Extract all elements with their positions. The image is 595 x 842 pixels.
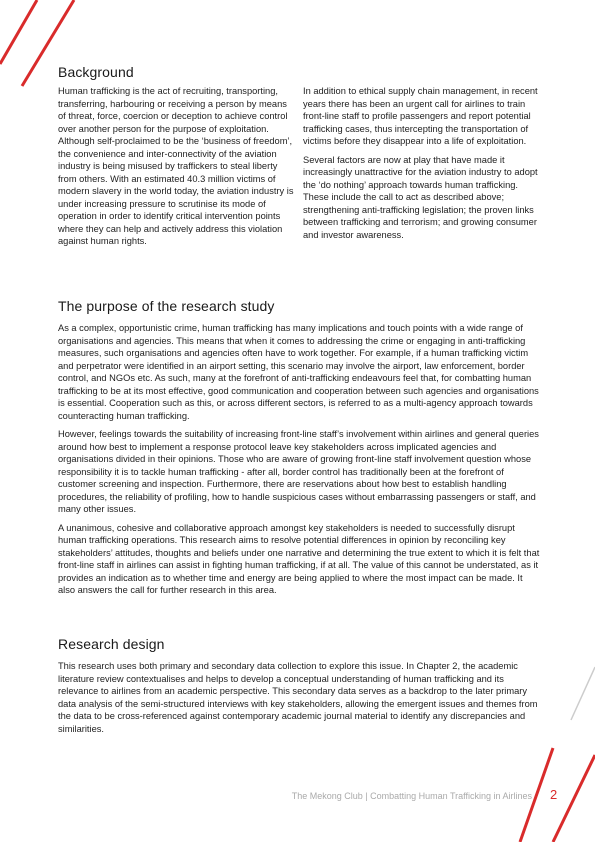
design-body: [58, 660, 541, 741]
heading-purpose: The purpose of the research study: [58, 298, 275, 314]
footer-title: The Mekong Club | Combatting Human Trafficking in Airlines: [291, 791, 532, 801]
heading-background: Background: [58, 64, 134, 80]
background-right-paragraph-2: Several factors are now at play that have made it increasingly unattractive for the aviation industry to adopt the ‘do nothing’ approach towards human trafficking. These include the call to act as described above; strengthening anti-trafficking legislation; the proven links between trafficking and terrorism; and growing consumer and investor awareness.: [303, 154, 538, 240]
background-left-paragraph-1: Human trafficking is the act of recruiting, transporting, transferring, harbouring or receiving a person by means of threat, force, coercion or deception to achieve control over another person for the purpose of exploitation. Although self-proclaimed to be the ‘business of freedom’, the convenience and inter-connectivity of the aviation industry is being misused by traffickers to steal liberty from others. With an estimated 40.3 million victims of modern slavery in the world today, the aviation industry is under increasing pressure to scrutinise its mode of operation in order to identify critical intervention points where they can help and actively address this violation against human rights.: [58, 86, 294, 246]
heading-research-design: Research design: [58, 636, 165, 652]
bottom-red-stripe-2: [553, 755, 595, 842]
top-red-stripe: [0, 0, 37, 64]
background-right-paragraph-1: In addition to ethical supply chain management, in recent years there has been an urgent call for airlines to train front-line staff to profile passengers and report potential trafficking cases, thus intercepting the transportation of victims before they disappear into a life of exploitation.: [303, 86, 538, 146]
purpose-paragraph-3: A unanimous, cohesive and collaborative approach amongst key stakeholders is needed to successfully disrupt human trafficking operations. This research aims to resolve potential differences in opinion by reconciling key stakeholders’ attitudes, thoughts and beliefs under one narrative and determining the true extent to which it is felt that front-line staff in airlines can assist in fighting human trafficking, if at all. The value of this cannot be understated, as it provides an indication as to whether time and energy are being applied to where the most impact can be made. It also answers the call for further research in this area.: [58, 522, 540, 595]
purpose-paragraph-2: However, feelings towards the suitability of increasing front-line staff’s involvement within airlines and general queries around how best to implement a response protocol leave key stakeholders across implicated agencies and organisations divided in their opinions. Those who are aware of growing front-line staff involvement question whose responsibility it is to tackle human trafficking - after all, border control has traditionally been at the forefront of customer screening and inspection. Furthermore, there are reservations about how best to establish handling procedures, the reliability of profiling, how to handle suspicious cases without embarrassing passengers or staff, and many other issues.: [58, 429, 539, 514]
background-right-column: [303, 85, 541, 247]
design-paragraph-1: This research uses both primary and secondary data collection to explore this issue. In Chapter 2, the academic literature review contextualises and helps to develop a conceptual understanding of human trafficking and its relevance to airlines from an academic perspective. This secondary data serves as a backdrop to the later primary data analysis of the semi-structured interviews with key stakeholders, allowing the emergent issues and themes from the data to be cross-referenced against contemporary academic journal material to identify any discrepancies and similarities.: [58, 661, 538, 734]
background-left-column: [58, 85, 296, 254]
page-number: 2: [550, 787, 558, 802]
right-grey-stripe: [571, 667, 595, 720]
purpose-paragraph-1: As a complex, opportunistic crime, human trafficking has many implications and touch points with a wide range of organisations and agencies. This means that when it comes to addressing the crime or engaging in anti-trafficking measures, such organisations and agencies often have to work together. For example, if a human trafficking victim and perpetrator were identified in an airport setting, this scenario may involve the airport, law enforcement, border control, and NGOs etc. As such, many at the forefront of anti-trafficking endeavours feel that, for combatting human trafficking to be at its most effective, good communication and cooperation between such agencies and organisations is essential. Cooperation such as this, or across different sectors, is referred to as a multi-agency approach towards counteracting human trafficking.: [58, 323, 539, 421]
purpose-body: [58, 322, 541, 603]
